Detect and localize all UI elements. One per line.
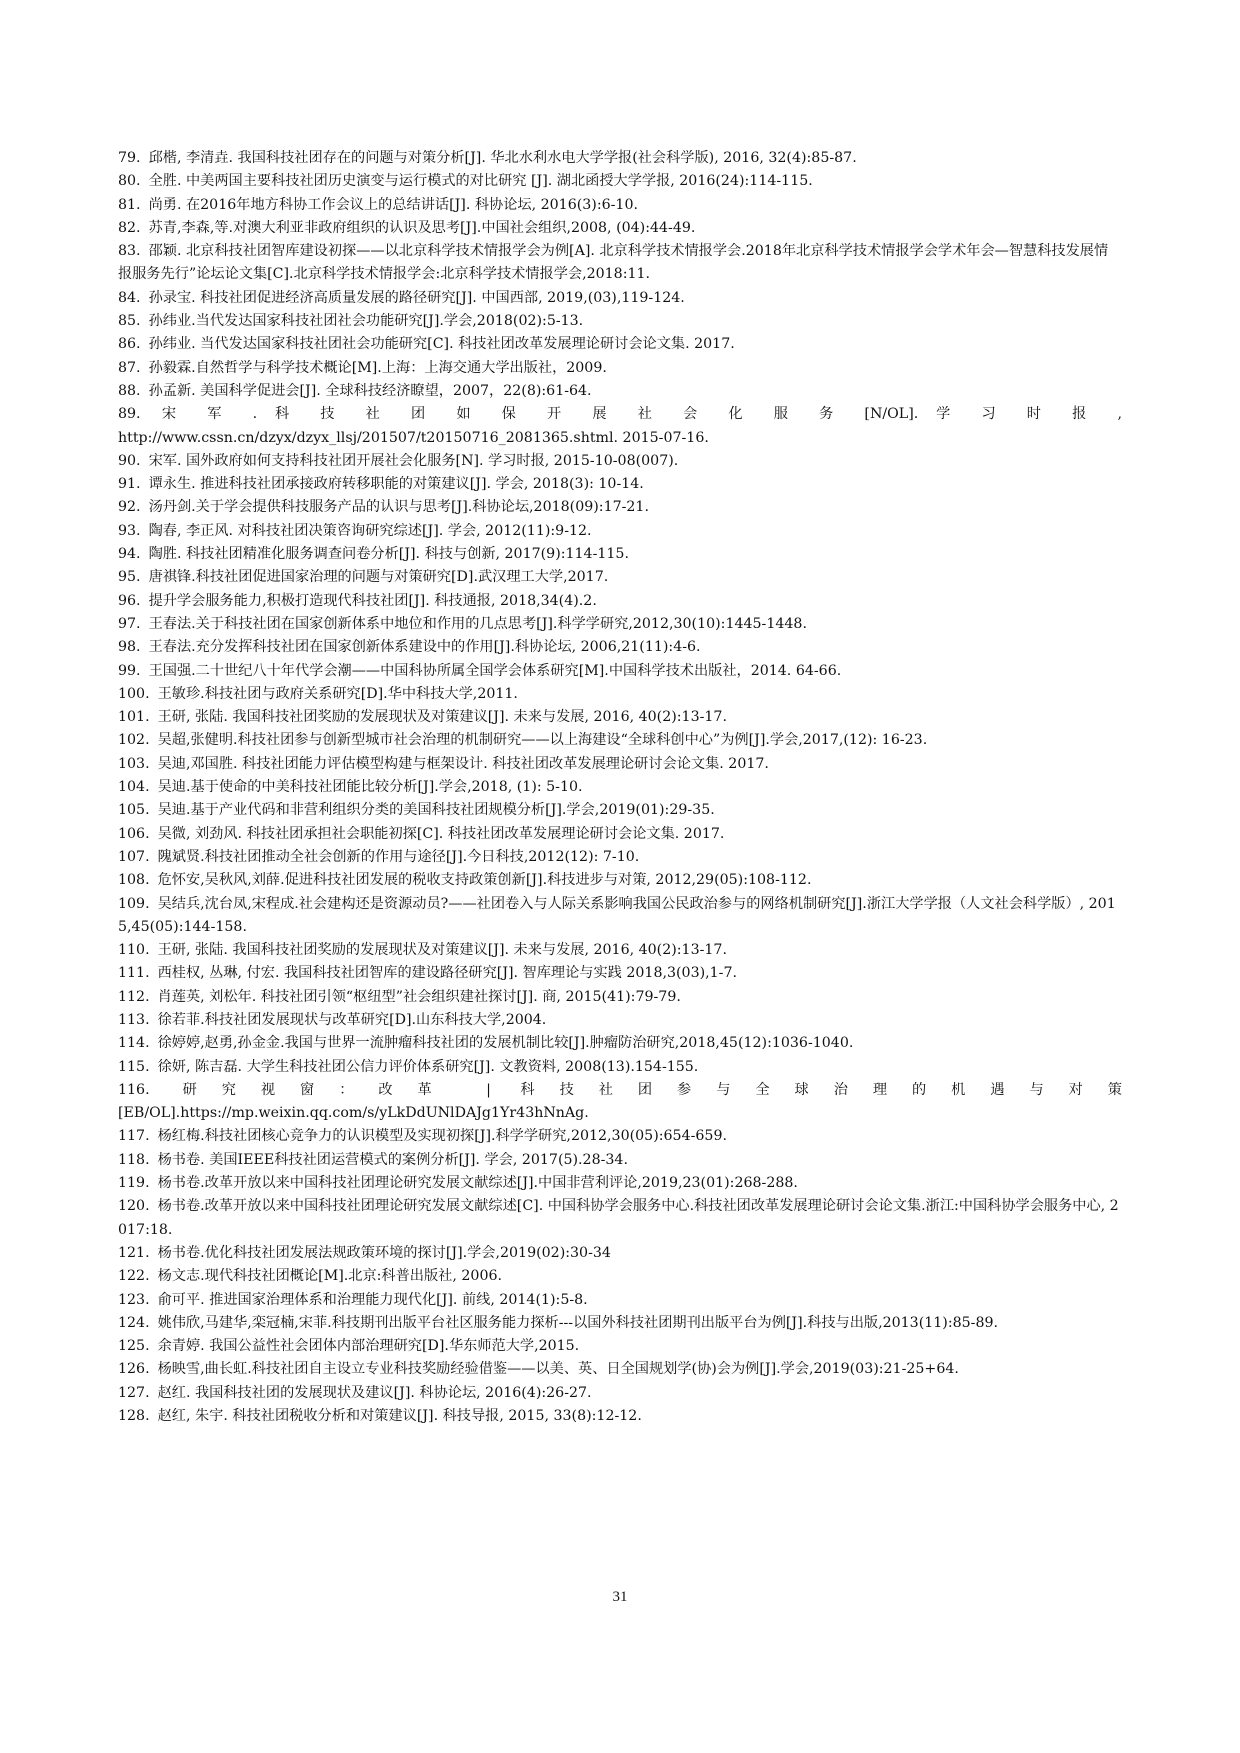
reference-text: 苏青,李森,等.对澳大利亚非政府组织的认识及思考[J].中国社会组织,2008, (04):44-49. [148, 219, 696, 236]
page-number: 31 [612, 1589, 628, 1605]
reference-entry [118, 1405, 1122, 1428]
reference-text: 徐妍, 陈吉磊. 大学生科技社团公信力评价体系研究[J]. 文教资料, 2008(13).154-155. [157, 1058, 699, 1075]
reference-number: 94. [118, 546, 141, 563]
reference-text: 吴超,张健明.科技社团参与创新型城市社会治理的机制研究——以上海建设“全球科创中心”为例[J].学会,2017,(12): 16-23. [157, 732, 928, 749]
reference-number: 120. [118, 1198, 150, 1215]
reference-number: 114. [118, 1035, 150, 1052]
reference-text: 邱楷, 李清垚. 我国科技社团存在的问题与对策分析[J]. 华北水利水电大学学报(社会科学版), 2016, 32(4):85-87. [148, 150, 857, 166]
reference-number: 106. [118, 825, 150, 842]
reference-number: 93. [118, 522, 141, 539]
reference-text: 吴迪.基于产业代码和非营利组织分类的美国科技社团规模分析[J].学会,2019(01):29-35. [157, 802, 715, 819]
reference-number: 119. [118, 1175, 150, 1192]
reference-number: 117. [118, 1128, 150, 1145]
reference-text: 孙孟新. 美国科学促进会[J]. 全球科技经济瞭望，2007，22(8):61-64. [148, 382, 592, 399]
reference-number: 109. [118, 895, 150, 912]
reference-text: 王敏珍.科技社团与政府关系研究[D].华中科技大学,2011. [157, 685, 518, 702]
reference-text: 西桂权, 丛琳, 付宏. 我国科技社团智库的建设路径研究[J]. 智库理论与实践 2018,3(03),1-7. [157, 965, 738, 982]
reference-entry [118, 147, 1122, 170]
reference-number: 127. [118, 1384, 150, 1401]
reference-number: 104. [118, 779, 150, 796]
reference-entry [118, 1312, 1122, 1335]
reference-entry [118, 706, 1122, 729]
reference-number: 108. [118, 872, 150, 889]
reference-entry [118, 823, 1122, 846]
reference-number: 88. [118, 382, 141, 399]
reference-entry [118, 566, 1122, 589]
reference-text: 杨红梅.科技社团核心竞争力的认识模型及实现初探[J].科学学研究,2012,30(05):654-659. [157, 1128, 727, 1145]
reference-text: 王研, 张陆. 我国科技社团奖励的发展现状及对策建议[J]. 未来与发展, 2016, 40(2):13-17. [157, 709, 727, 726]
reference-number: 105. [118, 802, 150, 819]
reference-entry [118, 753, 1122, 776]
reference-entry [118, 729, 1122, 752]
reference-entry [118, 1265, 1122, 1288]
reference-text: 王国强.二十世纪八十年代学会潮——中国科协所属全国学会体系研究[M].中国科学技术出版社，2014. 64-66. [148, 662, 842, 679]
reference-entry [118, 613, 1122, 636]
reference-entry [118, 450, 1122, 473]
reference-entry [118, 939, 1122, 962]
reference-number: 87. [118, 359, 141, 376]
reference-entry [118, 333, 1122, 356]
reference-text: 唐祺锋.科技社团促进国家治理的问题与对策研究[D].武汉理工大学,2017. [148, 569, 609, 586]
reference-number: 81. [118, 196, 141, 213]
reference-number: 99. [118, 662, 141, 679]
reference-number: 102. [118, 732, 150, 749]
reference-entry [118, 1335, 1122, 1358]
reference-number: 98. [118, 639, 141, 656]
reference-text: 危怀安,吴秋风,刘薛.促进科技社团发展的税收支持政策创新[J].科技进步与对策, 2012,29(05):108-112. [157, 872, 812, 889]
reference-number: 89. [118, 406, 141, 423]
reference-entry [118, 1149, 1122, 1172]
reference-number: 83. [118, 243, 141, 260]
reference-entry [118, 287, 1122, 310]
reference-text: 陶胜. 科技社团精准化服务调查问卷分析[J]. 科技与创新, 2017(9):114-115. [148, 546, 629, 563]
reference-text: 王研, 张陆. 我国科技社团奖励的发展现状及对策建议[J]. 未来与发展, 2016, 40(2):13-17. [157, 942, 727, 959]
reference-entry [118, 310, 1122, 333]
reference-text: 孙纬业. 当代发达国家科技社团社会功能研究[C]. 科技社团改革发展理论研讨会论文集. 2017. [148, 336, 735, 353]
reference-entry [118, 1358, 1122, 1381]
reference-number: 96. [118, 592, 141, 609]
reference-text: 徐婷婷,赵勇,孙金金.我国与世界一流肿瘤科技社团的发展机制比较[J].肿瘤防治研究,2018,45(12):1036-1040. [157, 1035, 854, 1052]
reference-entry [118, 846, 1122, 869]
reference-entry [118, 660, 1122, 683]
reference-text: 肖莲英, 刘松年. 科技社团引领“枢纽型”社会组织建社探讨[J]. 商, 2015(41):79-79. [157, 988, 681, 1005]
reference-entry [118, 170, 1122, 193]
reference-number: 124. [118, 1314, 150, 1331]
reference-text: 汤丹剑.关于学会提供科技服务产品的认识与思考[J].科协论坛,2018(09):17-21. [148, 499, 649, 516]
reference-text: 孙录宝. 科技社团促进经济高质量发展的路径研究[J]. 中国西部, 2019,(03),119-124. [148, 289, 685, 306]
reference-number: 121. [118, 1244, 150, 1261]
reference-entry [118, 194, 1122, 217]
reference-entry [118, 636, 1122, 659]
reference-number: 115. [118, 1058, 150, 1075]
reference-text: 吴迪,邓国胜. 科技社团能力评估模型构建与框架设计. 科技社团改革发展理论研讨会论文集. 2017. [157, 755, 769, 772]
reference-entry [118, 893, 1122, 940]
reference-number: 107. [118, 848, 150, 865]
reference-entry [118, 357, 1122, 380]
reference-number: 80. [118, 173, 141, 190]
reference-text: 杨书卷.优化科技社团发展法规政策环境的探讨[J].学会,2019(02):30-34 [157, 1244, 611, 1261]
reference-entry [118, 986, 1122, 1009]
reference-number: 123. [118, 1291, 150, 1308]
reference-text: 杨书卷.改革开放以来中国科技社团理论研究发展文献综述[J].中国非营利评论,2019,23(01):268-288. [157, 1175, 798, 1192]
reference-text: 吴结兵,沈台凤,宋程成.社会建构还是资源动员?——社团卷入与人际关系影响我国公民政治参与的网络机制研究[J].浙江大学学报（人文社会科学版）, 2015,45(05):144-158. [118, 895, 1116, 935]
reference-text: 隗斌贤.科技社团推动全社会创新的作用与途径[J].今日科技,2012(12): 7-10. [157, 848, 640, 865]
reference-entry [118, 473, 1122, 496]
reference-entry [118, 590, 1122, 613]
reference-number: 113. [118, 1011, 150, 1028]
reference-entry [118, 869, 1122, 892]
reference-number: 90. [118, 452, 141, 469]
reference-text: 姚伟欣,马建华,栾冠楠,宋菲.科技期刊出版平台社区服务能力探析---以国外科技社团期刊出版平台为例[J].科技与出版,2013(11):85-89. [157, 1314, 999, 1331]
reference-number: 118. [118, 1151, 150, 1168]
reference-text: 邵颖. 北京科技社团智库建设初探——以北京科学技术情报学会为例[A]. 北京科学技术情报学会.2018年北京科学技术情报学会学术年会—智慧科技发展情报服务先行”论坛论文集[C].北京科学技术情报学会:北京科学技术情报学会,2018:11. [118, 243, 1109, 283]
reference-number: 85. [118, 313, 141, 330]
reference-entry [118, 776, 1122, 799]
reference-text: 杨文志.现代科技社团概论[M].北京:科普出版社, 2006. [157, 1268, 503, 1285]
reference-number: 82. [118, 219, 141, 236]
reference-list [118, 147, 1122, 1428]
reference-entry [118, 1125, 1122, 1148]
reference-text: 孙毅霖.自然哲学与科学技术概论[M].上海：上海交通大学出版社，2009. [148, 359, 607, 376]
reference-entry [118, 1195, 1122, 1242]
reference-number: 125. [118, 1338, 150, 1355]
reference-entry [118, 1079, 1122, 1102]
reference-number: 79. [118, 150, 141, 166]
reference-text: 谭永生. 推进科技社团承接政府转移职能的对策建议[J]. 学会, 2018(3): 10-14. [148, 476, 644, 493]
reference-number: 91. [118, 476, 141, 493]
reference-entry [118, 1382, 1122, 1405]
reference-text: 陶春, 李正风. 对科技社团决策咨询研究综述[J]. 学会, 2012(11):9-12. [148, 522, 592, 539]
reference-text: 杨书卷.改革开放以来中国科技社团理论研究发展文献综述[C]. 中国科协学会服务中心.科技社团改革发展理论研讨会论文集.浙江:中国科协学会服务中心, 2017:18. [118, 1198, 1119, 1238]
reference-number: 97. [118, 615, 141, 632]
reference-entry [118, 799, 1122, 822]
reference-text: 赵红, 朱宇. 科技社团税收分析和对策建议[J]. 科技导报, 2015, 33(8):12-12. [157, 1408, 642, 1425]
reference-text: 王春法.关于科技社团在国家创新体系中地位和作用的几点思考[J].科学学研究,2012,30(10):1445-1448. [148, 615, 807, 632]
reference-entry [118, 1009, 1122, 1032]
reference-entry [118, 520, 1122, 543]
reference-text: 杨映雪,曲长虹.科技社团自主设立专业科技奖励经验借鉴——以美、英、日全国规划学(协)会为例[J].学会,2019(03):21-25+64. [157, 1361, 959, 1378]
reference-text: 全胜. 中美两国主要科技社团历史演变与运行模式的对比研究 [J]. 湖北函授大学学报, 2016(24):114-115. [148, 173, 813, 190]
reference-number: 110. [118, 942, 150, 959]
reference-entry [118, 962, 1122, 985]
reference-number: 84. [118, 289, 141, 306]
reference-text: 王春法.充分发挥科技社团在国家创新体系建设中的作用[J].科协论坛, 2006,21(11):4-6. [148, 639, 701, 656]
reference-continuation: http://www.cssn.cn/dzyx/dzyx_llsj/201507/t20150716_2081365.shtml. 2015-07-16. [118, 429, 709, 446]
reference-text: 赵红. 我国科技社团的发展现状及建议[J]. 科协论坛, 2016(4):26-27. [157, 1384, 592, 1401]
reference-entry [118, 380, 1122, 403]
reference-text: 孙纬业.当代发达国家科技社团社会功能研究[J].学会,2018(02):5-13. [148, 313, 584, 330]
reference-number: 100. [118, 685, 150, 702]
reference-text: 吴迪.基于使命的中美科技社团能比较分析[J].学会,2018, (1): 5-10. [157, 779, 583, 796]
reference-entry [118, 1242, 1122, 1265]
reference-entry [118, 240, 1122, 287]
reference-entry [118, 217, 1122, 240]
reference-text: 杨书卷. 美国IEEE科技社团运营模式的案例分析[J]. 学会, 2017(5).28-34. [157, 1151, 628, 1168]
reference-continuation: [EB/OL].https://mp.weixin.qq.com/s/yLkDdUNlDAJg1Yr43hNnAg. [118, 1105, 589, 1122]
reference-number: 112. [118, 988, 150, 1005]
reference-entry [118, 1172, 1122, 1195]
reference-entry [118, 496, 1122, 519]
reference-text: 余青婷. 我国公益性社会团体内部治理研究[D].华东师范大学,2015. [157, 1338, 580, 1355]
reference-number: 126. [118, 1361, 150, 1378]
reference-text: 提升学会服务能力,积极打造现代科技社团[J]. 科技通报, 2018,34(4).2. [148, 592, 597, 609]
reference-text: 徐若菲.科技社团发展现状与改革研究[D].山东科技大学,2004. [157, 1011, 547, 1028]
reference-entry [118, 1056, 1122, 1079]
reference-number: 103. [118, 755, 150, 772]
reference-text: 宋 军 . 科 技 社 团 如 保 开 展 社 会 化 服 务 [N/OL]. 学 习 时 报 , [148, 406, 1122, 423]
reference-number: 101. [118, 709, 150, 726]
reference-text: 宋军. 国外政府如何支持科技社团开展社会化服务[N]. 学习时报, 2015-10-08(007). [148, 452, 679, 469]
reference-text: 研究视窗：改革 | 科技社团参与全球治理的机遇与对策 [157, 1081, 1122, 1098]
reference-number: 122. [118, 1268, 150, 1285]
reference-text: 俞可平. 推进国家治理体系和治理能力现代化[J]. 前线, 2014(1):5-8. [157, 1291, 588, 1308]
reference-number: 111. [118, 965, 150, 982]
reference-number: 128. [118, 1408, 150, 1425]
reference-entry [118, 683, 1122, 706]
reference-entry [118, 403, 1122, 426]
reference-text: 尚勇. 在2016年地方科协工作会议上的总结讲话[J]. 科协论坛, 2016(3):6-10. [148, 196, 638, 213]
reference-number: 86. [118, 336, 141, 353]
reference-number: 116. [118, 1081, 150, 1098]
reference-entry [118, 1032, 1122, 1055]
reference-number: 92. [118, 499, 141, 516]
reference-number: 95. [118, 569, 141, 586]
reference-text: 吴微, 刘劲风. 科技社团承担社会职能初探[C]. 科技社团改革发展理论研讨会论文集. 2017. [157, 825, 725, 842]
reference-entry [118, 1289, 1122, 1312]
reference-entry [118, 543, 1122, 566]
